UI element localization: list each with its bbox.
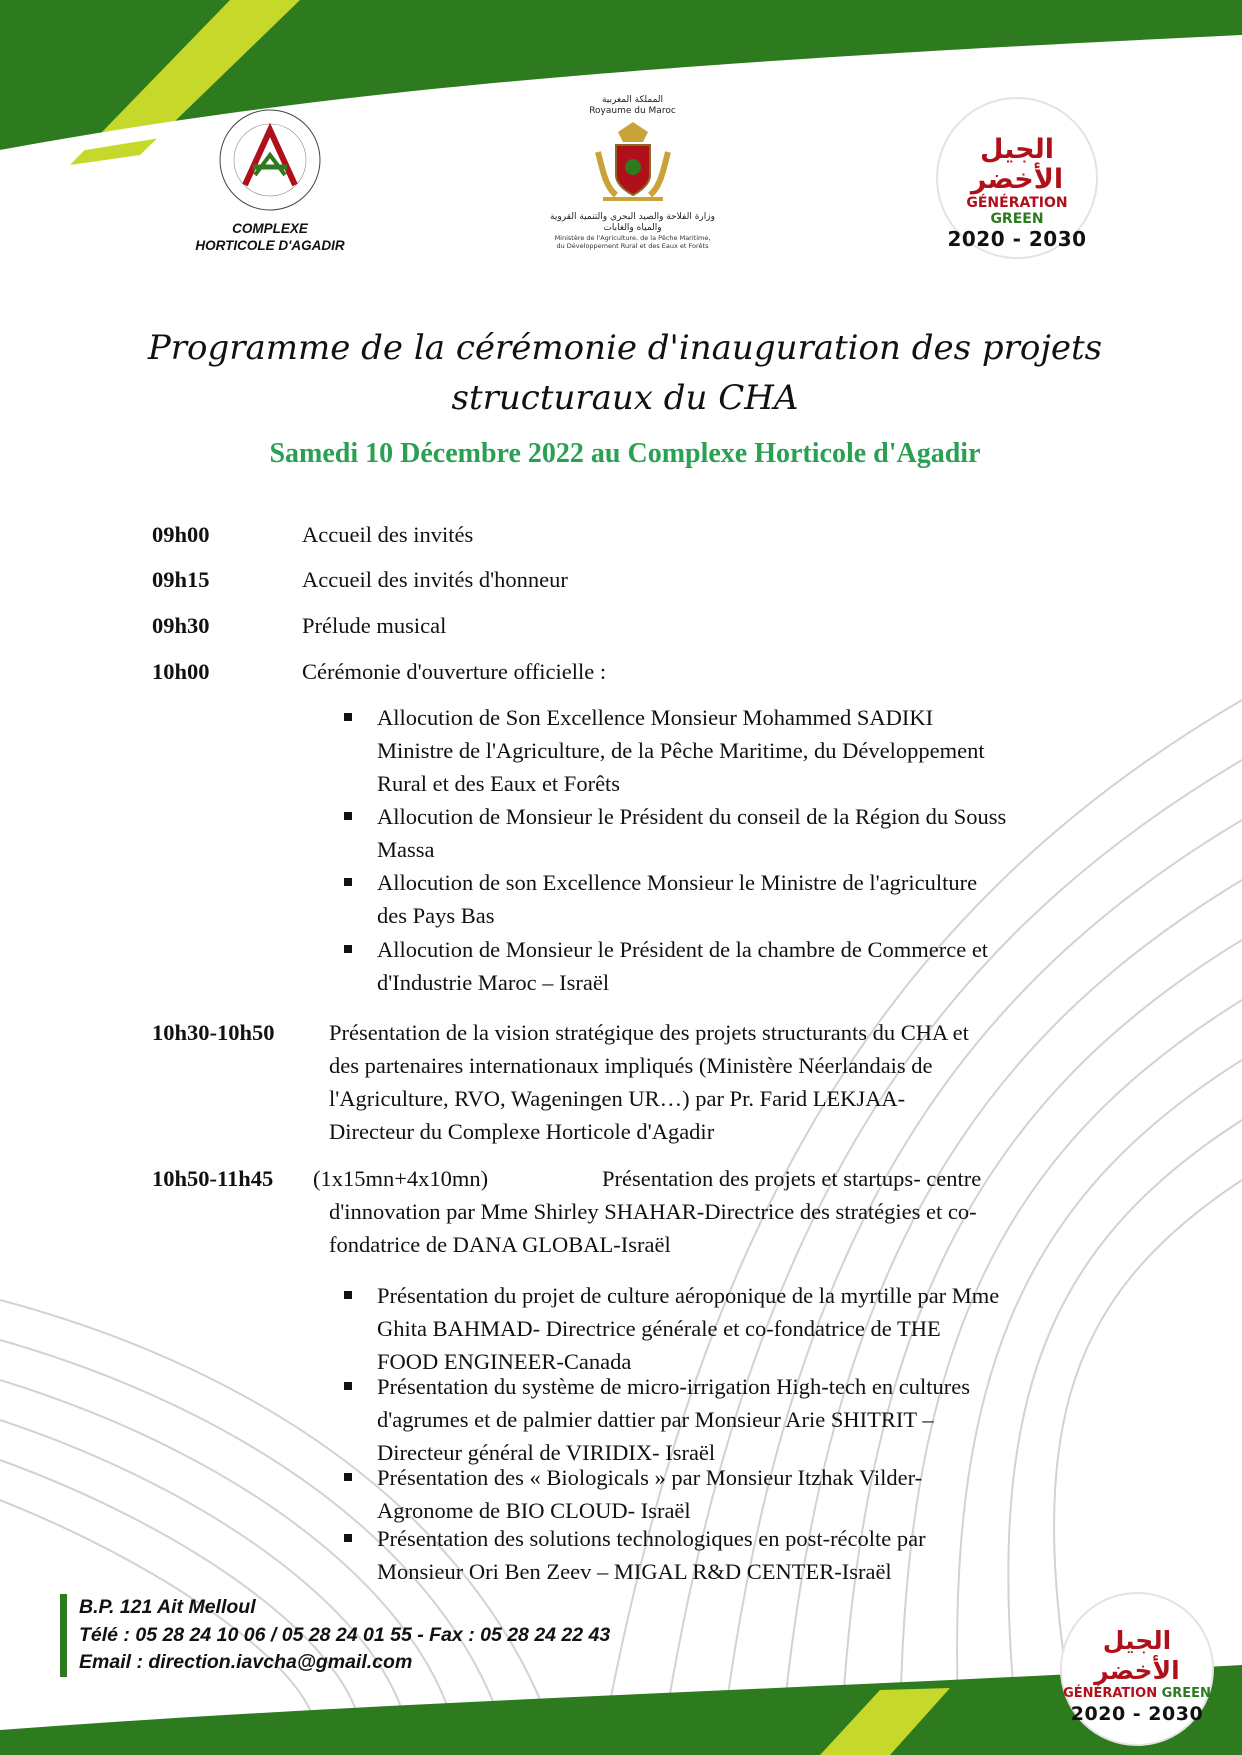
list-item (377, 1279, 999, 1378)
bullet-square-icon (344, 945, 352, 953)
bullet-line: Massa (377, 837, 435, 862)
address: B.P. 121 Ait Melloul (79, 1596, 256, 1618)
bullet-line: Allocution de Monsieur le Président du conseil de la Région du Souss (377, 804, 1007, 829)
bullet-line: Rural et des Eaux et Forêts (377, 771, 621, 796)
block-line: des partenaires internationaux impliqués (Ministère Néerlandais de (329, 1053, 933, 1078)
list-item (377, 1370, 970, 1469)
bullet-square-icon (344, 1534, 352, 1542)
bullet-line: Présentation des solutions technologiques en post-récolte par (377, 1526, 926, 1551)
bullet-line: des Pays Bas (377, 903, 495, 928)
bullet-line: d'agrumes et de palmier dattier par Monsieur Arie SHITRIT – (377, 1407, 934, 1432)
bullet-square-icon (344, 1382, 352, 1390)
bullet-line: Directeur général de VIRIDIX- Israël (377, 1440, 716, 1465)
badge-generation (938, 195, 1096, 227)
block-line: d'innovation par Mme Shirley SHAHAR-Directrice des stratégies et co- (329, 1199, 977, 1224)
kingdom-name: Royaume du Maroc (589, 106, 676, 116)
ministry-line1: Ministère de l'Agriculture, de la Pêche Maritime, (554, 234, 711, 242)
badge-gen2: GREEN (990, 211, 1044, 227)
bullet-square-icon (344, 878, 352, 886)
iav-logo (175, 105, 365, 270)
schedule-time: 10h50-11h45 (152, 1166, 274, 1191)
logo-caption-line1: COMPLEXE (232, 221, 308, 236)
schedule-time: 10h00 (152, 659, 210, 684)
generation-green-badge-bottom (1060, 1592, 1214, 1746)
bullet-line: Ministre de l'Agriculture, de la Pêche Maritime, du Développement (377, 738, 985, 763)
block-line: l'Agriculture, RVO, Wageningen UR…) par Pr. Farid LEKJAA- (329, 1086, 906, 1111)
list-item (377, 866, 977, 932)
schedule-activity: Cérémonie d'ouverture officielle : (302, 659, 607, 684)
title-line2: structuraux du CHA (451, 378, 799, 418)
schedule-activity: Accueil des invités (302, 522, 474, 547)
block-line: Directeur du Complexe Horticole d'Agadir (329, 1119, 715, 1144)
bullet-line: d'Industrie Maroc – Israël (377, 970, 610, 995)
bullet-square-icon (344, 1291, 352, 1299)
bullet-line: Agronome de BIO CLOUD- Israël (377, 1498, 691, 1523)
bullet-line: Allocution de Son Excellence Monsieur Mohammed SADIKI (377, 705, 934, 730)
bullet-square-icon (344, 1473, 352, 1481)
coat-of-arms-icon (588, 117, 678, 207)
badge-arabic: الجيل الأخضر (1094, 1626, 1180, 1685)
duration: (1x15mn+4x10mn) (313, 1166, 489, 1191)
iav-emblem-icon (215, 105, 325, 215)
generation-green-badge (936, 97, 1098, 259)
email-link[interactable]: Email : direction.iavcha@gmail.com (79, 1651, 413, 1673)
block-line: fondatrice de DANA GLOBAL-Israël (329, 1232, 671, 1257)
badge-gen1: GÉNÉRATION (1063, 1686, 1158, 1701)
bullet-square-icon (344, 812, 352, 820)
bullet-line: Présentation du projet de culture aéroponique de la myrtille par Mme (377, 1283, 1000, 1308)
schedule-activity: Accueil des invités d'honneur (302, 567, 568, 592)
bullet-line: Monsieur Ori Ben Zeev – MIGAL R&D CENTER-Israël (377, 1559, 892, 1584)
bullet-line: Ghita BAHMAD- Directrice générale et co-fondatrice de THE (377, 1316, 941, 1341)
bullet-line: Allocution de son Excellence Monsieur le Ministre de l'agriculture (377, 870, 978, 895)
schedule-time: 09h00 (152, 522, 210, 547)
list-item (377, 701, 985, 800)
badge-generation (1062, 1686, 1212, 1702)
badge-years: 2020 - 2030 (1070, 1703, 1204, 1725)
ministry-line2: du Développement Rural et des Eaux et Forêts (556, 242, 709, 250)
bullet-line: Allocution de Monsieur le Président de la chambre de Commerce et (377, 937, 989, 962)
event-date: Samedi 10 Décembre 2022 au Complexe Horticole d'Agadir (269, 438, 981, 469)
schedule-time: 10h30-10h50 (152, 1020, 275, 1045)
bullet-line: FOOD ENGINEER-Canada (377, 1349, 632, 1374)
ministry-logo (545, 95, 720, 265)
bullet-line: Présentation du système de micro-irrigation High-tech en cultures (377, 1374, 970, 1399)
badge-years: 2020 - 2030 (947, 227, 1087, 251)
list-item (377, 800, 1006, 866)
list-item (377, 933, 988, 999)
list-item (377, 1522, 926, 1588)
title-line1: Programme de la cérémonie d'inauguration des projets (147, 328, 1103, 368)
schedule-time: 09h15 (152, 567, 210, 592)
schedule-activity: Prélude musical (302, 613, 447, 638)
page-title (140, 323, 1110, 423)
contact-footer (60, 1594, 610, 1677)
badge-arabic: الجيل الأخضر (970, 134, 1064, 195)
logo-caption-line2: HORTICOLE D'AGADIR (195, 238, 345, 253)
schedule-time: 09h30 (152, 613, 210, 638)
ministry-arabic: وزارة الفلاحة والصيد البحري والتنمية القروية والمياه والغابات (550, 212, 715, 233)
bullet-line: Présentation des « Biologicals » par Monsieur Itzhak Vilder- (377, 1465, 923, 1490)
list-item (377, 1461, 922, 1527)
block-line: Présentation des projets et startups- centre (602, 1166, 982, 1191)
bullet-square-icon (344, 713, 352, 721)
kingdom-arabic: المملكة المغربية (601, 95, 664, 105)
phone: Télé : 05 28 24 10 06 / 05 28 24 01 55 - Fax : 05 28 24 22 43 (79, 1623, 611, 1646)
badge-gen2: GREEN (1161, 1686, 1211, 1701)
badge-gen1: GÉNÉRATION (966, 195, 1068, 211)
block-line: Présentation de la vision stratégique des projets structurants du CHA et (329, 1020, 969, 1045)
